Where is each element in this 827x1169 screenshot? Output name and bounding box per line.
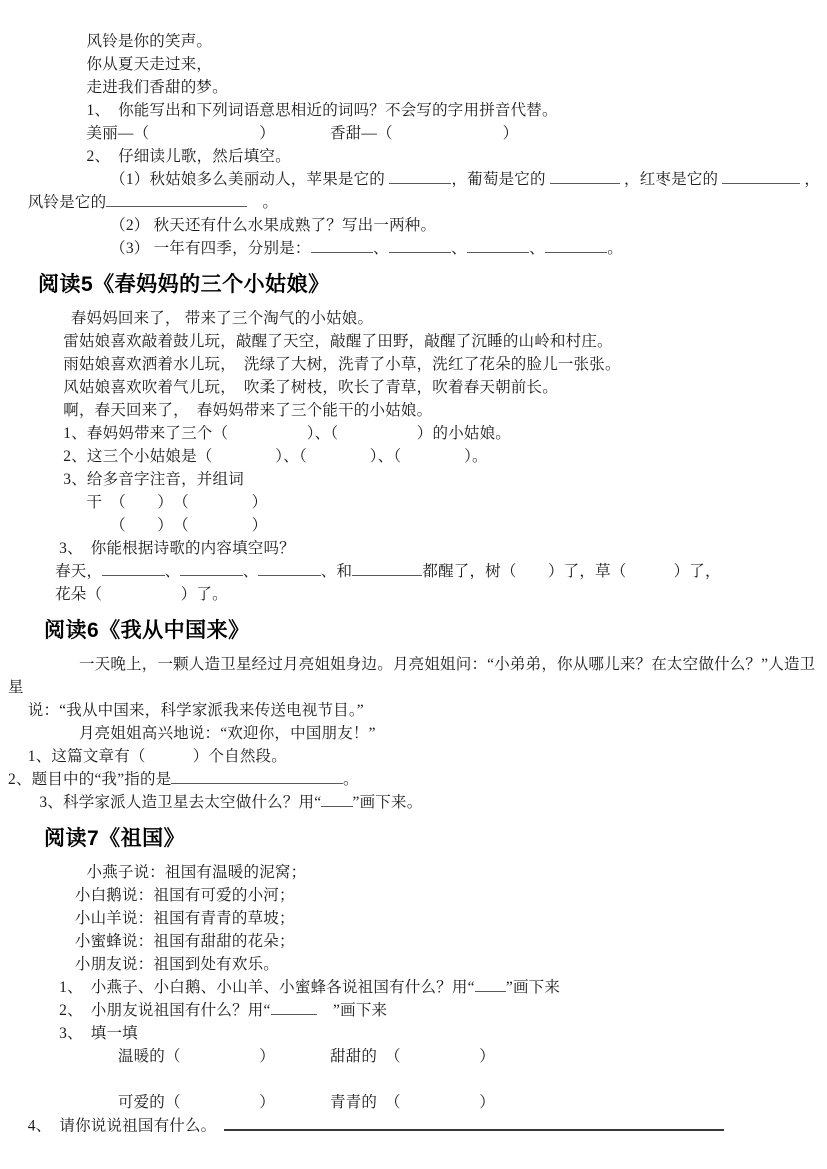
section-intro-exercise: [8, 30, 823, 260]
text-line: 小燕子说：祖国有温暖的泥窝；: [8, 864, 307, 881]
reading-6-heading: 阅读6《我从中国来》: [44, 619, 250, 642]
section-reading-7: [8, 826, 823, 1138]
text-line: 你从夏天走过来，: [8, 56, 213, 73]
text-line: 3、 你能根据诗歌的内容填空吗？: [8, 540, 295, 557]
text-line: 2、 小朋友说祖国有什么？用“ ”画下来: [8, 999, 823, 1022]
text-line: 2、 仔细读儿歌，然后填空。: [8, 148, 291, 165]
fill-in-blank: [475, 976, 506, 992]
text-line: 美丽—（ ） 香甜—（ ）: [8, 125, 519, 142]
fill-in-blank: [258, 560, 320, 576]
text-line: 走进我们香甜的梦。: [8, 79, 228, 96]
fill-in-blank: [467, 237, 529, 253]
text-line: 小山羊说：祖国有青青的草坡；: [8, 910, 295, 927]
intro-exercise-lines: [8, 30, 823, 260]
section-reading-6: [8, 618, 823, 814]
text-line: 1、 你能写出和下列词语意思相近的词吗？不会写的字用拼音代替。: [8, 102, 558, 119]
fill-in-blank: [389, 237, 451, 253]
text-line: 小白鹅说：祖国有可爱的小河；: [8, 887, 295, 904]
fill-in-blank: [722, 168, 800, 184]
text-line: 3、 填一填: [8, 1025, 138, 1042]
text-line: 1、这篇文章有（ ）个自然段。: [8, 748, 287, 765]
text-line: 说：“我从中国来，科学家派我来传送电视节目。”: [8, 702, 364, 719]
fill-in-blank: [389, 168, 451, 184]
text-line: 1、春妈妈带来了三个（ ）、（ ）的小姑娘。: [8, 425, 512, 442]
text-line: 3、给多音字注音，并组词: [8, 471, 244, 488]
fill-in-blank: [106, 191, 246, 207]
reading-7-heading: 阅读7《祖国》: [44, 827, 186, 850]
text-line: 雨姑娘喜欢洒着水儿玩， 洗绿了大树，洗青了小草，洗红了花朵的脸儿一张张。: [8, 356, 621, 373]
fill-in-blank: [224, 1114, 723, 1131]
text-line: 雷姑娘喜欢敲着鼓儿玩，敲醒了天空，敲醒了田野，敲醒了沉睡的山岭和村庄。: [8, 333, 613, 350]
fill-in-blank: [352, 560, 422, 576]
text-line: 可爱的（ ） 青青的 （ ）: [8, 1094, 495, 1111]
fill-in-blank: [102, 560, 164, 576]
fill-in-blank: [321, 791, 352, 807]
text-line: 3、科学家派人造卫星去太空做什么？用“ ”画下来。: [8, 791, 823, 814]
text-line: （3） 一年有四季，分别是： 、 、 、 。: [8, 237, 823, 260]
fill-in-blank: [180, 560, 242, 576]
fill-in-blank: [545, 237, 607, 253]
text-line: 风铃是你的笑声。: [8, 33, 213, 50]
text-line: （1）秋姑娘多么美丽动人，苹果是它的 ，葡萄是它的 ，红枣是它的 ，: [8, 168, 823, 191]
text-line: 风姑娘喜欢吹着气儿玩， 吹柔了树枝，吹长了青草，吹着春天朝前长。: [8, 379, 558, 396]
text-line: 温暖的（ ） 甜甜的 （ ）: [8, 1048, 495, 1065]
fill-in-blank: [171, 768, 343, 784]
reading-7-lines: [8, 861, 823, 1138]
reading-6-lines: [8, 653, 823, 814]
text-line: 1、 小燕子、小白鹅、小山羊、小蜜蜂各说祖国有什么？用“ ”画下来: [8, 976, 823, 999]
text-line: 春天， 、 、 、和 都醒了，树（ ）了，草（ ）了，: [8, 560, 823, 583]
fill-in-blank: [311, 237, 373, 253]
reading-5-lines: [8, 307, 823, 606]
text-line: 2、这三个小姑娘是（ ）、（ ）、（ ）。: [8, 448, 488, 465]
text-line: 4、 请你说说祖国有什么。: [8, 1114, 823, 1138]
text-line: 干 （ ） （ ）: [8, 494, 268, 511]
text-line: 小朋友说：祖国到处有欢乐。: [8, 956, 279, 973]
text-line: （2） 秋天还有什么水果成熟了？写出一两种。: [8, 217, 437, 234]
text-line: 一天晚上，一颗人造卫星经过月亮姐姐身边。月亮姐姐问：“小弟弟，你从哪儿来？在太空做什么？”人造卫星: [8, 656, 816, 696]
fill-in-blank: [550, 168, 620, 184]
fill-in-blank: [271, 999, 318, 1015]
text-line: 春妈妈回来了， 带来了三个淘气的小姑娘。: [8, 310, 374, 327]
text-line: 花朵（ ）了。: [8, 586, 228, 603]
text-line: [8, 1068, 823, 1091]
text-line: （ ） （ ）: [8, 517, 268, 534]
section-reading-5: [8, 272, 823, 606]
text-line: 月亮姐姐高兴地说：“欢迎你，中国朋友！”: [8, 725, 376, 742]
text-line: 2、题目中的“我”指的是 。: [8, 768, 823, 791]
text-line: 小蜜蜂说：祖国有甜甜的花朵；: [8, 933, 295, 950]
reading-5-heading: 阅读5《春妈妈的三个小姑娘》: [38, 273, 330, 296]
text-line: 风铃是它的 。: [8, 191, 823, 214]
text-line: 啊，春天回来了， 春妈妈带来了三个能干的小姑娘。: [8, 402, 433, 419]
